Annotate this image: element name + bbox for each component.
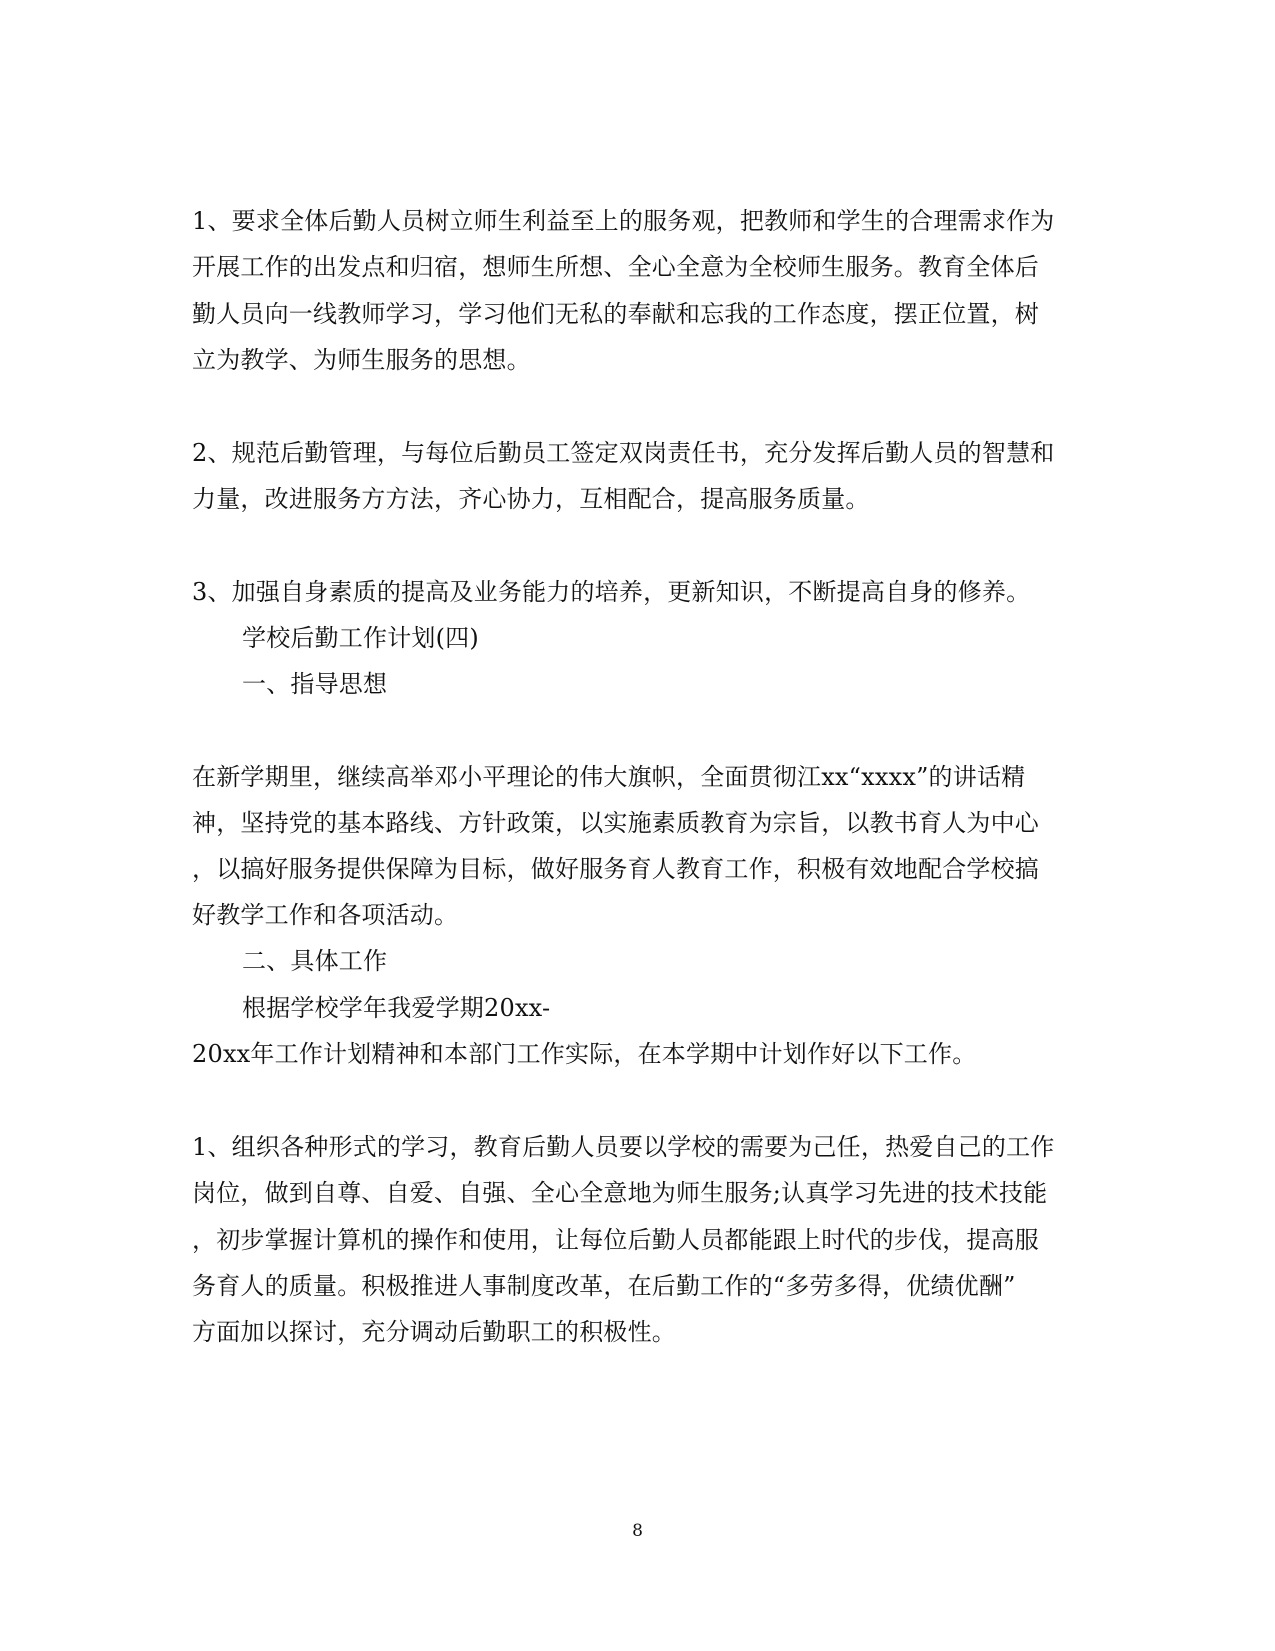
work-item-1-line-5: 方面加以探讨，充分调动后勤职工的积极性。: [192, 1318, 676, 1346]
heading-guiding-ideology: 一、指导思想: [242, 670, 388, 698]
section-title: 学校后勤工作计划(四): [242, 624, 479, 652]
page-number: 8: [632, 1521, 643, 1541]
paragraph-3-line-1: 3、加强自身素质的提高及业务能力的培养，更新知识，不断提高自身的修养。: [192, 578, 1031, 606]
guiding-paragraph-line-1: 在新学期里，继续高举邓小平理论的伟大旗帜，全面贯彻江xx“xxxx”的讲话精: [192, 763, 1026, 791]
work-item-1-line-2: 岗位，做到自尊、自爱、自强、全心全意地为师生服务;认真学习先进的技术技能: [192, 1179, 1048, 1207]
paragraph-2-line-1: 2、规范后勤管理，与每位后勤员工签定双岗责任书，充分发挥后勤人员的智慧和: [192, 439, 1055, 467]
paragraph-1-line-1: 1、要求全体后勤人员树立师生利益至上的服务观，把教师和学生的合理需求作为: [192, 207, 1055, 235]
work-item-1-line-3: ，初步掌握计算机的操作和使用，让每位后勤人员都能跟上时代的步伐，提高服: [192, 1226, 1039, 1254]
paragraph-1-line-4: 立为教学、为师生服务的思想。: [192, 346, 531, 374]
paragraph-1-line-2: 开展工作的出发点和归宿，想师生所想、全心全意为全校师生服务。教育全体后: [192, 253, 1039, 281]
paragraph-2-line-2: 力量，改进服务方方法，齐心协力，互相配合，提高服务质量。: [192, 485, 870, 513]
work-item-1-line-1: 1、组织各种形式的学习，教育后勤人员要以学校的需要为己任，热爱自己的工作: [192, 1133, 1055, 1161]
paragraph-1-line-3: 勤人员向一线教师学习，学习他们无私的奉献和忘我的工作态度，摆正位置，树: [192, 300, 1039, 328]
work-intro-line-1: 根据学校学年我爱学期20xx-: [242, 994, 551, 1022]
heading-specific-work: 二、具体工作: [242, 947, 388, 975]
guiding-paragraph-line-3: ，以搞好服务提供保障为目标，做好服务育人教育工作，积极有效地配合学校搞: [192, 855, 1039, 883]
work-intro-line-2: 20xx年工作计划精神和本部门工作实际，在本学期中计划作好以下工作。: [192, 1040, 977, 1068]
guiding-paragraph-line-4: 好教学工作和各项活动。: [192, 901, 459, 929]
guiding-paragraph-line-2: 神，坚持党的基本路线、方针政策，以实施素质教育为宗旨，以教书育人为中心: [192, 809, 1039, 837]
work-item-1-line-4: 务育人的质量。积极推进人事制度改革，在后勤工作的“多劳多得，优绩优酬”: [192, 1272, 1016, 1300]
